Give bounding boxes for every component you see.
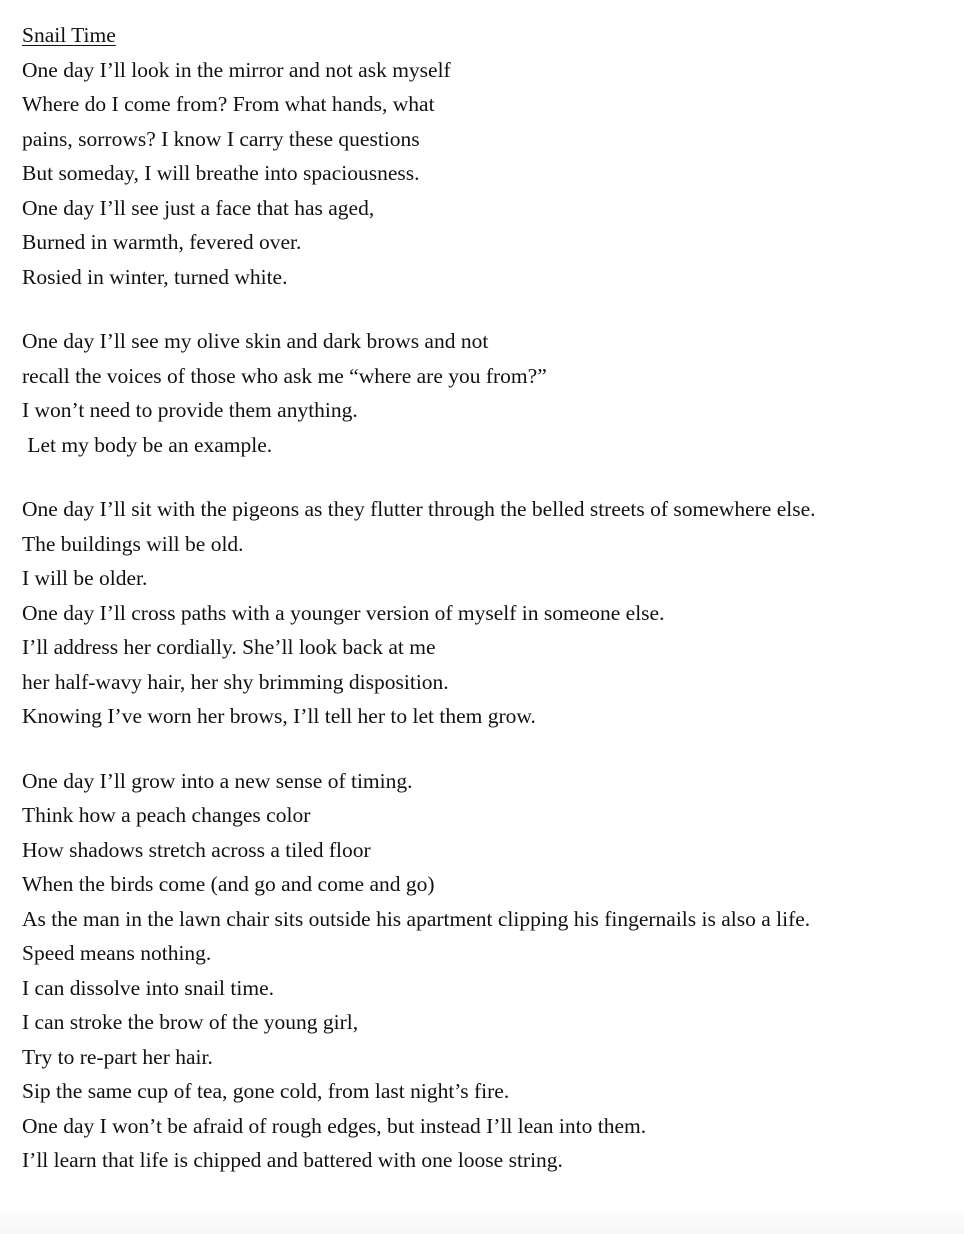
poem-line: As the man in the lawn chair sits outside his apartment clipping his fingernails is also a life. xyxy=(22,906,811,931)
poem-line: recall the voices of those who ask me “where are you from?” xyxy=(22,363,547,388)
poem-line: The buildings will be old. xyxy=(22,531,244,556)
poem-line: her half-wavy hair, her shy brimming disposition. xyxy=(22,669,449,694)
stanza-4 xyxy=(22,764,944,1178)
bottom-edge-shade xyxy=(0,1204,964,1234)
poem-line: Burned in warmth, fevered over. xyxy=(22,230,302,254)
poem-line: I can dissolve into snail time. xyxy=(22,975,274,1000)
poem-line: I can stroke the brow of the young girl, xyxy=(22,1010,359,1034)
poem-line: One day I’ll sit with the pigeons as they flutter through the belled streets of somewhere else. xyxy=(22,497,816,521)
stanza-3 xyxy=(22,492,944,734)
poem-line: Sip the same cup of tea, gone cold, from last night’s fire. xyxy=(22,1079,510,1103)
poem-line: I won’t need to provide them anything. xyxy=(22,398,358,422)
poem-line: One day I’ll cross paths with a younger version of myself in someone else. xyxy=(22,600,665,625)
poem-line: Where do I come from? From what hands, what xyxy=(22,92,435,116)
poem-line: How shadows stretch across a tiled floor xyxy=(22,837,371,862)
poem-line: Knowing I’ve worn her brows, I’ll tell her to let them grow. xyxy=(22,704,536,728)
stanza-2 xyxy=(22,324,944,462)
stanza-1 xyxy=(22,53,944,295)
poem-title: Snail Time xyxy=(22,23,116,47)
poem-line: Let my body be an example. xyxy=(22,432,273,457)
poem-line: pains, sorrows? I know I carry these questions xyxy=(22,126,420,151)
poem-line: I will be older. xyxy=(22,566,148,590)
poem-line: Speed means nothing. xyxy=(22,941,212,965)
poem-line: Try to re-part her hair. xyxy=(22,1044,213,1069)
poem-line: One day I’ll grow into a new sense of timing. xyxy=(22,768,413,793)
poem-line: One day I’ll see just a face that has aged, xyxy=(22,195,375,220)
poem-line: One day I won’t be afraid of rough edges, but instead I’ll lean into them. xyxy=(22,1113,647,1138)
poem-line: I’ll address her cordially. She’ll look back at me xyxy=(22,635,436,659)
poem-document xyxy=(22,18,944,1178)
poem-line: I’ll learn that life is chipped and battered with one loose string. xyxy=(22,1148,563,1172)
poem-line: Rosied in winter, turned white. xyxy=(22,264,288,289)
poem-line: One day I’ll see my olive skin and dark brows and not xyxy=(22,329,489,353)
poem-line: One day I’ll look in the mirror and not ask myself xyxy=(22,57,451,82)
poem-line: But someday, I will breathe into spaciousness. xyxy=(22,161,420,185)
poem-line: When the birds come (and go and come and go) xyxy=(22,872,435,896)
poem-line: Think how a peach changes color xyxy=(22,803,311,827)
